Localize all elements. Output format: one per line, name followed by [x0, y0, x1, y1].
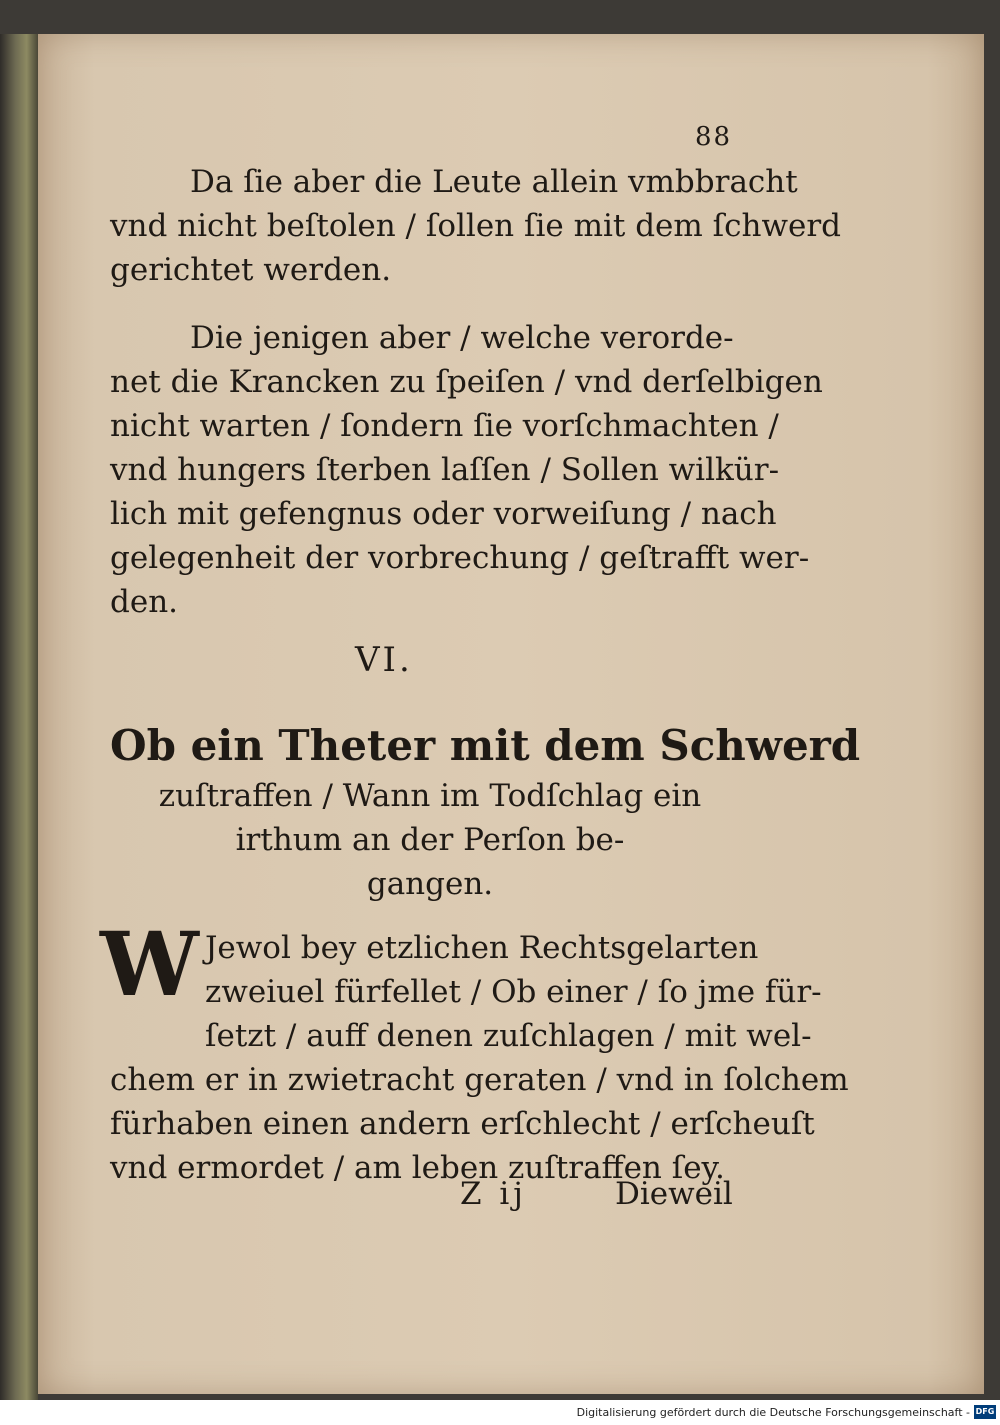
signature-mark: Z ij — [460, 1176, 527, 1212]
funding-credit: Digitalisierung gefördert durch die Deutsche Forschungsgemeinschaft - — [576, 1406, 970, 1419]
decorative-initial: W — [100, 912, 199, 1016]
book-binding-edge — [0, 34, 38, 1400]
body-line: vnd ermordet / am leben zuſtraffen ſey. — [110, 1150, 725, 1186]
body-paragraph — [110, 926, 849, 1190]
heading-line: Ob ein Theter mit dem Schwerd — [110, 721, 861, 770]
section-heading — [110, 718, 861, 906]
body-line: chem er in zwietracht geraten / vnd in ſolchem — [110, 1062, 849, 1098]
paragraph-2-line: Die jenigen aber / welche verorde- — [190, 320, 734, 356]
paragraph-2-line: lich mit gefengnus oder vorweiſung / nach — [110, 496, 777, 532]
heading-line: gangen. — [366, 866, 494, 902]
heading-line: zuſtraffen / Wann im Todſchlag ein — [158, 778, 702, 814]
paragraph-2 — [110, 316, 823, 624]
catchword: Dieweil — [615, 1176, 733, 1212]
paragraph-1-line: vnd nicht beſtolen / ſollen ſie mit dem ſchwerd — [110, 208, 841, 244]
heading-line: irthum an der Perſon be- — [235, 822, 625, 858]
dfg-logo: DFG — [974, 1405, 996, 1419]
paragraph-1 — [110, 160, 841, 292]
paragraph-2-line: den. — [110, 584, 179, 620]
paragraph-1-line: Da ſie aber die Leute allein vmbbracht — [190, 164, 798, 200]
body-line: zweiuel fürfellet / Ob einer / ſo jme für- — [205, 974, 822, 1010]
paragraph-2-line: net die Krancken zu ſpeiſen / vnd derſelbigen — [110, 364, 823, 400]
body-line: fürhaben einen andern erſchlecht / erſcheuſt — [110, 1106, 815, 1142]
footer-bar — [0, 1400, 1000, 1425]
paragraph-2-line: nicht warten / ſondern ſie vorſchmachten / — [110, 408, 779, 444]
section-number: VI. — [355, 640, 413, 680]
body-line: ſetzt / auff denen zuſchlagen / mit wel- — [205, 1018, 812, 1054]
paragraph-1-line: gerichtet werden. — [110, 252, 392, 288]
body-line: Jewol bey etzlichen Rechtsgelarten — [205, 930, 759, 966]
paragraph-2-line: vnd hungers ſterben laſſen / Sollen wilkür- — [110, 452, 780, 488]
page-number: 88 — [695, 122, 733, 152]
paragraph-2-line: gelegenheit der vorbrechung / geſtrafft wer- — [110, 540, 810, 576]
